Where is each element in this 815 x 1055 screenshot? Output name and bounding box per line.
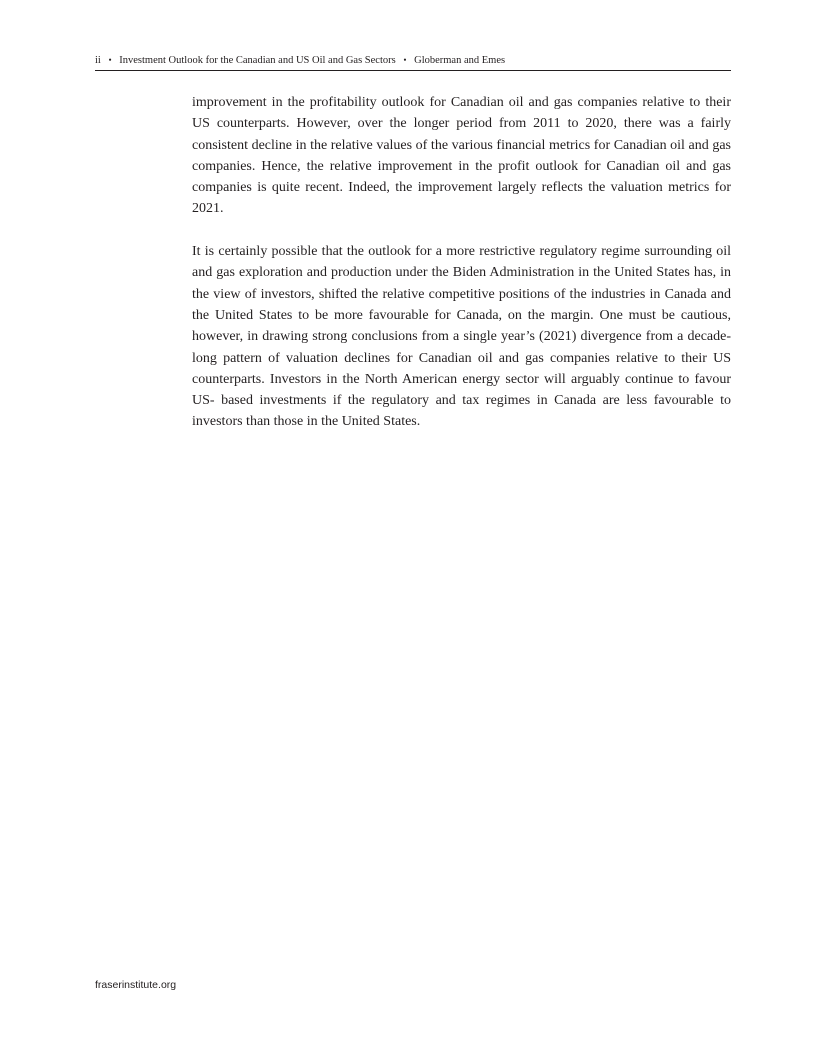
page-number: ii: [95, 55, 101, 66]
footer-url: fraserinstitute.org: [95, 979, 177, 991]
body-text: [192, 92, 731, 454]
header-separator: •: [403, 55, 407, 65]
document-authors: Globerman and Emes: [414, 55, 506, 66]
header-separator: •: [108, 55, 112, 65]
paragraph: It is certainly possible that the outlook for a more restrictive regulatory regime surrounding oil and gas exploration and production under the Biden Administration in the United States has, in the view of investors, shifted the relative competitive positions of the industries in Canada and the United States to be more favourable for Canada, on the margin. One must be cautious, however, in drawing strong conclusions from a single year’s (2021) divergence from a decade-long pattern of valuation declines for Canadian oil and gas companies relative to their US counterparts. Investors in the North American energy sector will arguably continue to favour US- based investments if the regulatory and tax regimes in Canada are less favourable to investors than those in the United States.: [192, 244, 731, 430]
running-header: [95, 52, 731, 71]
document-title: Investment Outlook for the Canadian and US Oil and Gas Sectors: [119, 55, 396, 66]
paragraph: improvement in the profitability outlook for Canadian oil and gas companies relative to their US counterparts. However, over the longer period from 2011 to 2020, there was a fairly consistent decline in the relative values of the various financial metrics for Canadian oil and gas companies. Hence, the relative improvement in the profit outlook for Canadian oil and gas companies is quite recent. Indeed, the improvement largely reflects the valuation metrics for 2021.: [192, 95, 731, 217]
